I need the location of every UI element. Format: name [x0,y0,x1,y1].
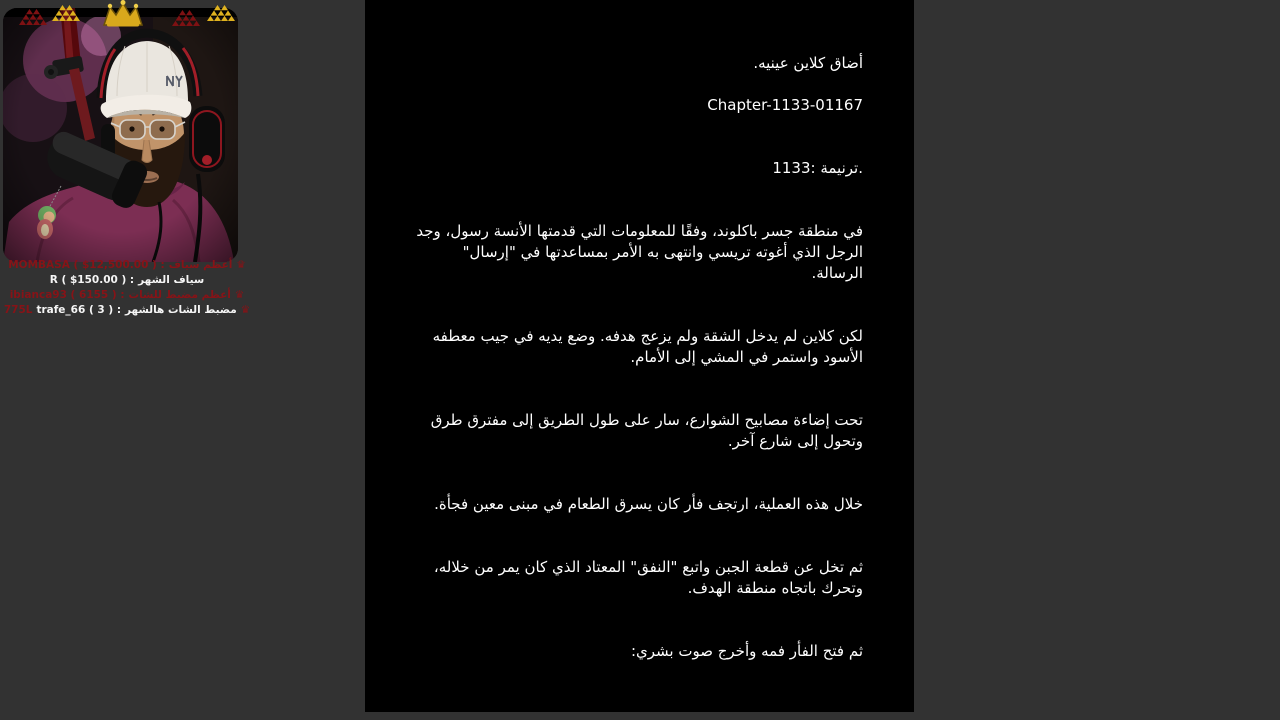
stat-text: trafe_66 ( 3 ) : [36,304,122,316]
reader-paragraph: ثم فتح الفأر فمه وأخرج صوت بشري: [630,642,863,660]
crown-icon: ♛ [234,289,245,301]
crown-icon: ♛ [236,259,246,271]
stat-text: سياف الشهر [138,274,205,286]
stat-text: R ( $150.00 ) : [49,274,135,286]
stat-text: ibianca93 ( 6155 ) : [9,289,125,301]
stat-line [3,303,251,317]
stat-line [18,273,236,287]
reader-paragraph: ثم تخل عن قطعة الجبن واتبع "النفق" المعتاد الذي كان يمر من خلاله، وتحرك باتجاه منطقة الهدف. [433,558,863,597]
stat-text: MOMBASA ( $12,500.00 ) : [8,259,165,271]
reader-paragraph: خلال هذه العملية، ارتجف فأر كان يسرق الطعام في مبنى معين فجأة. [434,495,863,513]
stat-text: أعظم مضبط للشات [128,289,231,301]
reader-paragraph: 1133: ترنيمة. [772,159,863,177]
webcam-video [3,8,238,262]
reader-paragraph: Chapter-1133-01167 [707,96,863,114]
stat-line [9,288,245,302]
supporter-stats [3,258,251,317]
reader-paragraph: تحت إضاءة مصابيح الشوارع، سار على طول الطريق إلى مفترق طرق وتحول إلى شارع آخر. [430,411,863,450]
reader-paragraph: لكن كلاين لم يدخل الشقة ولم يزعج هدفه. وضع يديه في جيب معطفه الأسود واستمر في المشي إلى الأمام. [432,327,863,366]
crown-icon: ♛ [240,304,251,316]
stat-line [8,258,246,272]
stat-text: مضبط الشات هالشهر [125,304,237,316]
stat-text: 775L [3,304,33,316]
stat-text: أعظم سياف [168,259,233,271]
chapter-text [416,53,863,704]
reader-paragraph: أضاق كلاين عينيه. [753,54,863,72]
streamer-portrait [3,8,238,262]
reader-paragraph: في منطقة جسر باكلوند، وفقًا للمعلومات التي قدمتها الأنسة رسول، وجد الرجل الذي أغوته تريسي وانتهى به الأمر بمساعدتها في "إرسال" الرسالة. [416,222,863,282]
reader-panel[interactable] [365,0,914,712]
